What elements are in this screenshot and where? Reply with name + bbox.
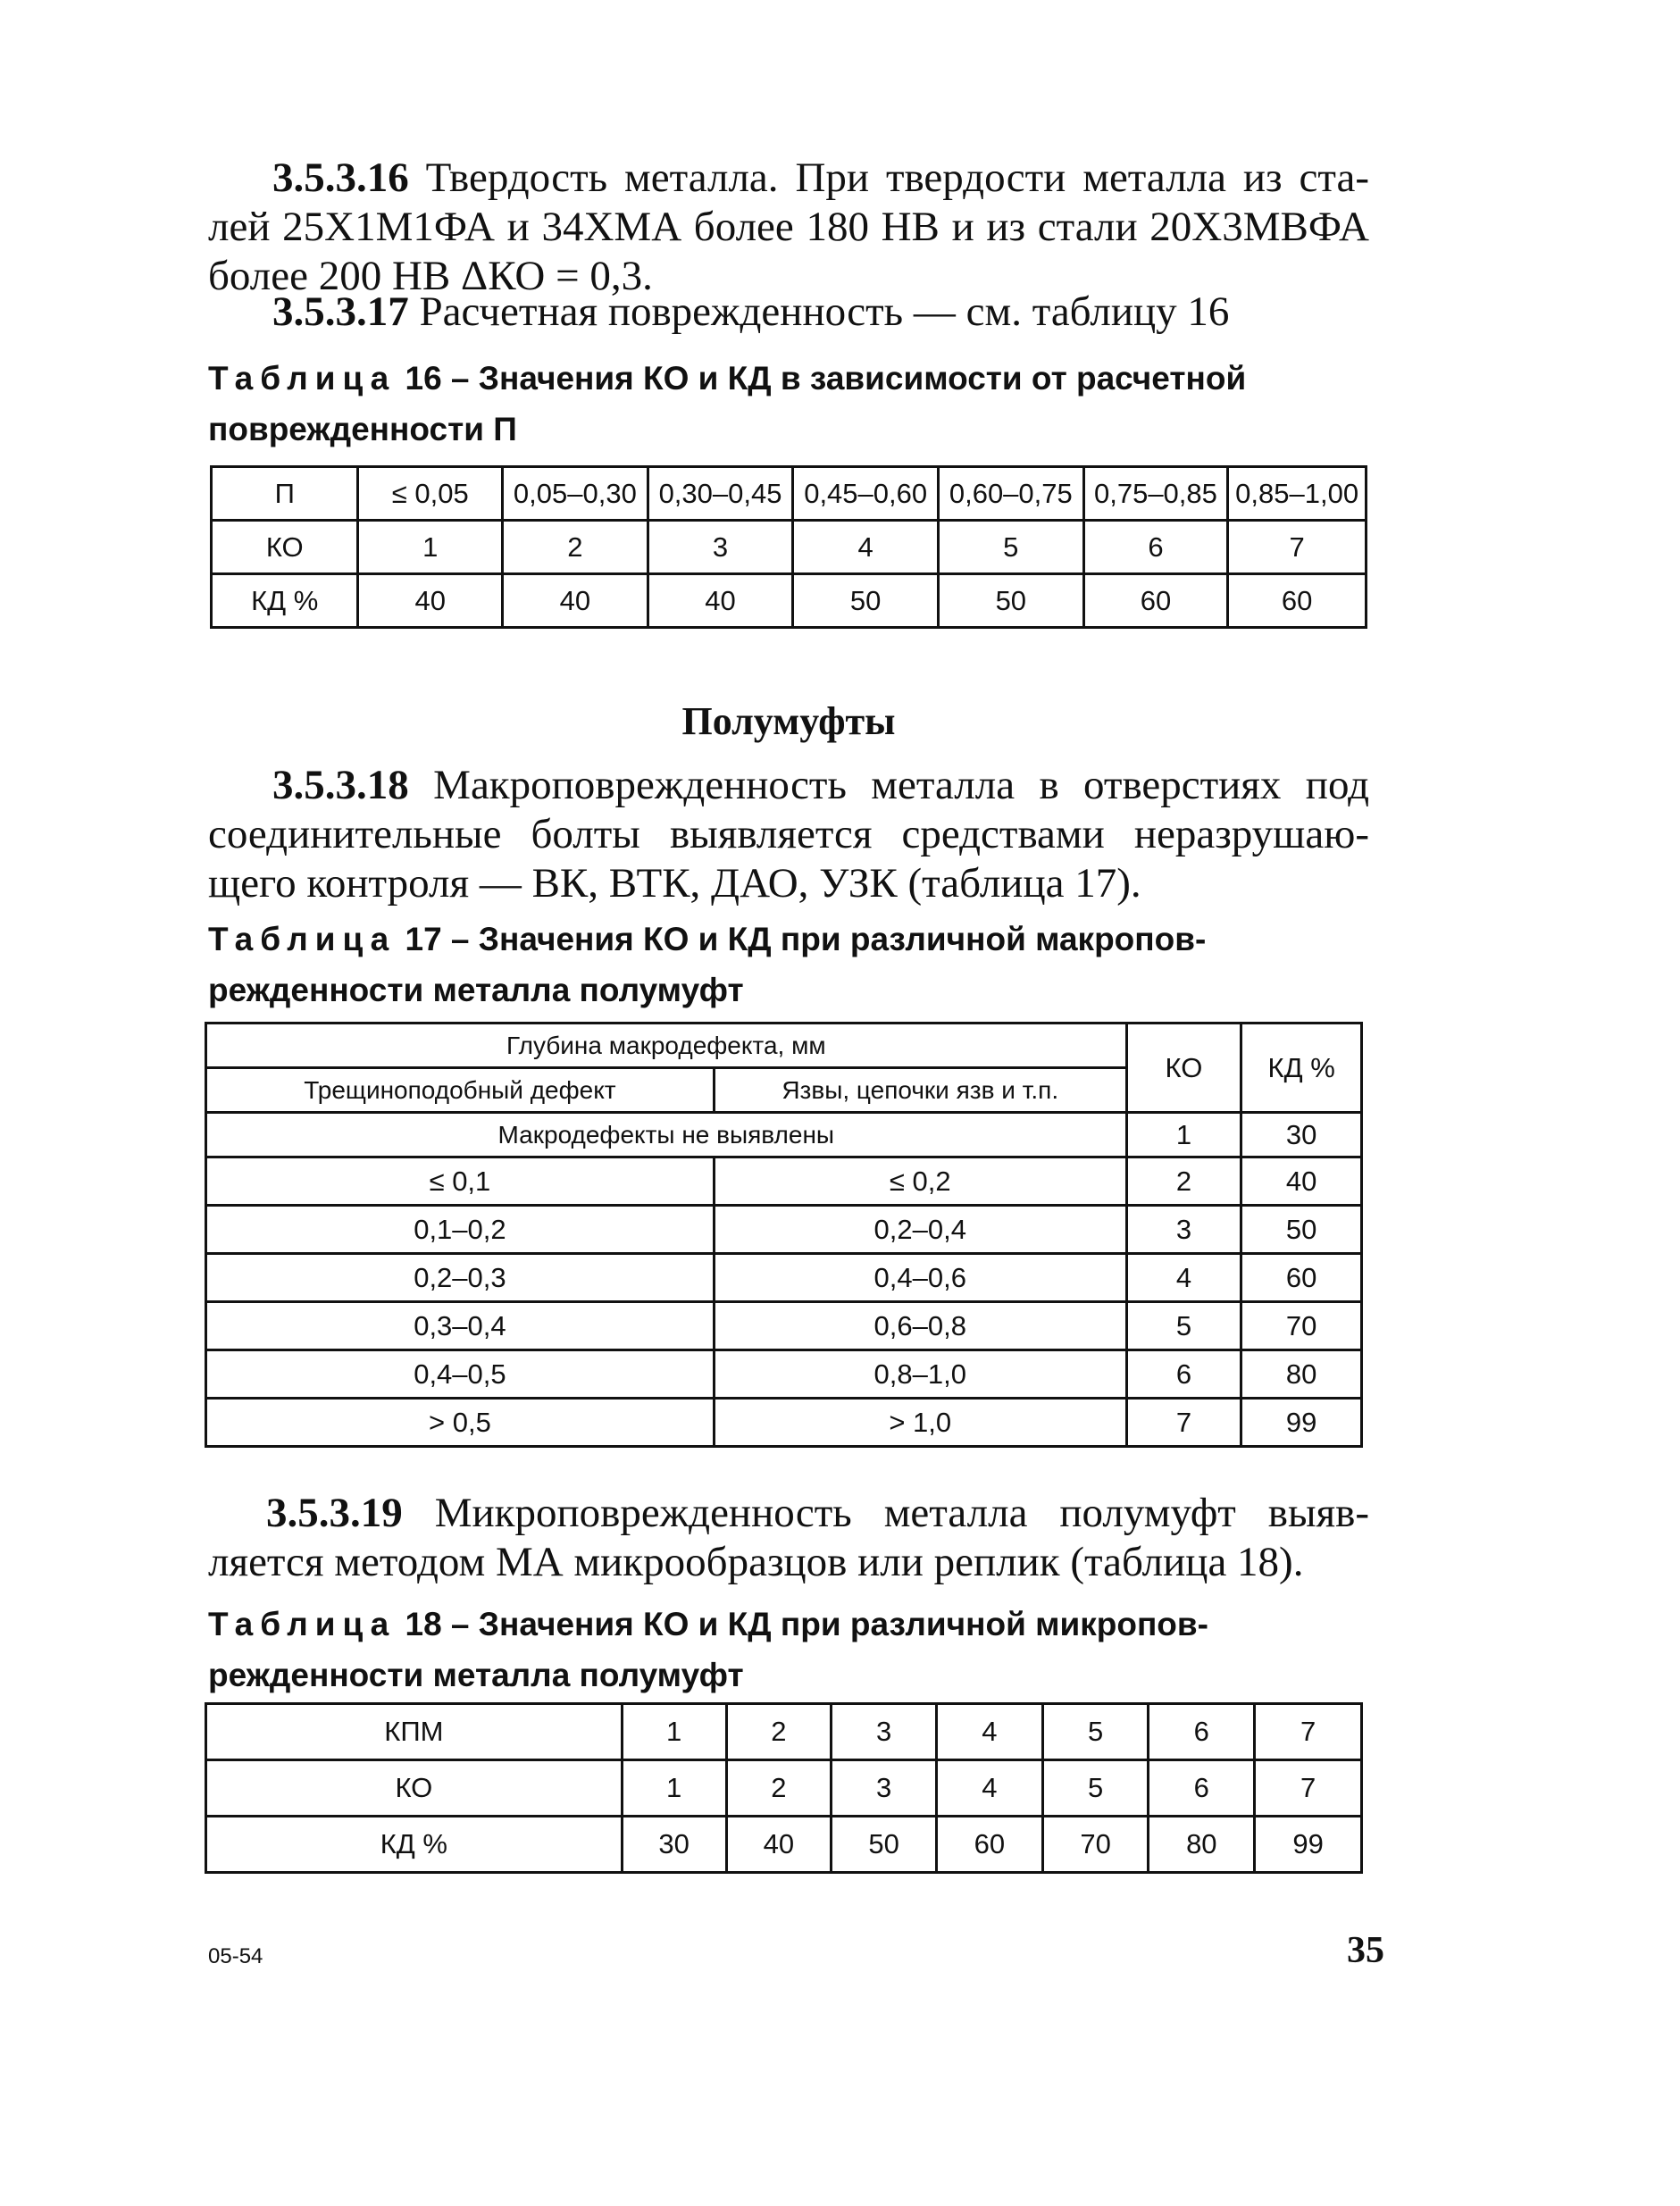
- table-cell: 60: [936, 1817, 1042, 1873]
- table-cell: 0,1–0,2: [206, 1206, 715, 1254]
- table-cell: 50: [938, 574, 1083, 628]
- table-cell: 40: [503, 574, 648, 628]
- table-cell: 0,3–0,4: [206, 1302, 715, 1350]
- paragraph-number: 3.5.3.19: [266, 1490, 403, 1536]
- table-cell: 40: [1241, 1157, 1362, 1206]
- paragraph-number: 3.5.3.17: [272, 288, 409, 335]
- table-cell: 0,05–0,30: [503, 467, 648, 521]
- table-cell: 6: [1149, 1704, 1255, 1760]
- table-cell: 60: [1241, 1254, 1362, 1302]
- table-16: [210, 465, 1367, 629]
- paragraph-3-5-3-19: [208, 1489, 1369, 1587]
- table-cell: 70: [1042, 1817, 1149, 1873]
- table-cell: ≤ 0,05: [358, 467, 503, 521]
- table-cell: 40: [648, 574, 793, 628]
- table-cell: 5: [1042, 1704, 1149, 1760]
- footer-code: 05-54: [208, 1944, 263, 1968]
- paragraph-text: Расчетная поврежденность — см. таблицу 16: [419, 288, 1230, 335]
- paragraph-3-5-3-17: [208, 288, 1369, 337]
- table-label: Таблица: [208, 921, 397, 957]
- table-row: [206, 1817, 1362, 1873]
- table-cell: 0,8–1,0: [714, 1350, 1126, 1399]
- paragraph-text: Твердость металла. При твердости металла из ста-лей 25Х1М1ФА и 34ХМА более 180 НВ и из стали 20Х3МВФА более 200 НВ ΔКО = 0,3.: [208, 155, 1369, 299]
- table-cell: 0,85–1,00: [1228, 467, 1367, 521]
- paragraph-text: Микроповрежденность металла полумуфт выяв-ляется методом МА микрообразцов или реплик (таблица 18).: [208, 1490, 1370, 1585]
- table-cell: 80: [1149, 1817, 1255, 1873]
- table-cell: КО: [212, 521, 358, 574]
- table-cell: 1: [1126, 1113, 1241, 1157]
- table-cell: 4: [936, 1704, 1042, 1760]
- table-cell: 0,45–0,60: [793, 467, 939, 521]
- paragraph-number: 3.5.3.18: [272, 762, 409, 808]
- table-cell: 0,2–0,3: [206, 1254, 715, 1302]
- table-cell: > 0,5: [206, 1399, 715, 1447]
- table-cell: 3: [832, 1704, 937, 1760]
- table-cell: КД %: [212, 574, 358, 628]
- header-ko: КО: [1126, 1024, 1241, 1113]
- header-kd: КД %: [1241, 1024, 1362, 1113]
- table-row: [206, 1302, 1362, 1350]
- table-cell: КД %: [206, 1817, 623, 1873]
- table-cell: 5: [938, 521, 1083, 574]
- table-cell: 60: [1228, 574, 1367, 628]
- table-row: [206, 1350, 1362, 1399]
- table-row: [206, 1206, 1362, 1254]
- table-row: [206, 1704, 1362, 1760]
- table-cell: 30: [622, 1817, 726, 1873]
- table-cell: 2: [503, 521, 648, 574]
- table-row: [212, 521, 1367, 574]
- table-caption-text: 16 – Значения КО и КД в зависимости от расчетной поврежденности П: [208, 360, 1247, 447]
- table-cell: 3: [648, 521, 793, 574]
- table-cell: 80: [1241, 1350, 1362, 1399]
- table-cell: 0,75–0,85: [1083, 467, 1228, 521]
- table-cell: 60: [1083, 574, 1228, 628]
- table-cell: 0,4–0,6: [714, 1254, 1126, 1302]
- table-cell: 2: [1126, 1157, 1241, 1206]
- table-cell: 50: [832, 1817, 937, 1873]
- table-row: [206, 1113, 1362, 1157]
- table-cell: 0,6–0,8: [714, 1302, 1126, 1350]
- table-row: [212, 467, 1367, 521]
- table-row: [206, 1157, 1362, 1206]
- header-crack-defect: Трещиноподобный дефект: [206, 1068, 715, 1113]
- table-cell: 50: [1241, 1206, 1362, 1254]
- table-cell: 7: [1228, 521, 1367, 574]
- table-cell: 3: [1126, 1206, 1241, 1254]
- table-cell: 70: [1241, 1302, 1362, 1350]
- section-heading: Полумуфты: [681, 699, 896, 743]
- table-caption-text: 17 – Значения КО и КД при различной макропов-режденности металла полумуфт: [208, 921, 1207, 1008]
- table-row: [206, 1760, 1362, 1817]
- table-cell: 6: [1083, 521, 1228, 574]
- page-number: 35: [1347, 1930, 1384, 1971]
- table-18: [205, 1702, 1363, 1874]
- table-17: [205, 1022, 1363, 1448]
- table-cell: 1: [622, 1760, 726, 1817]
- table-cell: 0,4–0,5: [206, 1350, 715, 1399]
- table-cell: 0,60–0,75: [938, 467, 1083, 521]
- table-cell: КО: [206, 1760, 623, 1817]
- header-depth-group: Глубина макродефекта, мм: [206, 1024, 1127, 1068]
- table-cell: 7: [1255, 1760, 1362, 1817]
- table-cell: ≤ 0,2: [714, 1157, 1126, 1206]
- header-pits: Язвы, цепочки язв и т.п.: [714, 1068, 1126, 1113]
- table-row: [212, 574, 1367, 628]
- table-cell: 40: [358, 574, 503, 628]
- table-18-caption: [208, 1599, 1378, 1700]
- table-cell: 1: [358, 521, 503, 574]
- table-16-caption: [208, 353, 1378, 455]
- table-cell: 7: [1126, 1399, 1241, 1447]
- table-cell: 4: [1126, 1254, 1241, 1302]
- table-cell: ≤ 0,1: [206, 1157, 715, 1206]
- table-cell: 2: [726, 1760, 832, 1817]
- table-cell: 30: [1241, 1113, 1362, 1157]
- table-row: [206, 1254, 1362, 1302]
- paragraph-3-5-3-18: [208, 761, 1369, 908]
- table-cell: Макродефекты не выявлены: [206, 1113, 1127, 1157]
- table-cell: 4: [793, 521, 939, 574]
- table-caption-text: 18 – Значения КО и КД при различной микропов-режденности металла полумуфт: [208, 1606, 1208, 1693]
- table-cell: 0,30–0,45: [648, 467, 793, 521]
- table-cell: 1: [622, 1704, 726, 1760]
- paragraph-3-5-3-16: [208, 154, 1369, 301]
- table-row: [206, 1399, 1362, 1447]
- table-cell: 5: [1126, 1302, 1241, 1350]
- table-cell: 6: [1149, 1760, 1255, 1817]
- table-cell: 3: [832, 1760, 937, 1817]
- table-cell: 50: [793, 574, 939, 628]
- table-cell: 5: [1042, 1760, 1149, 1817]
- table-cell: П: [212, 467, 358, 521]
- table-cell: > 1,0: [714, 1399, 1126, 1447]
- table-cell: 40: [726, 1817, 832, 1873]
- table-cell: 2: [726, 1704, 832, 1760]
- table-cell: 0,2–0,4: [714, 1206, 1126, 1254]
- table-label: Таблица: [208, 360, 397, 397]
- paragraph-text: Макроповрежденность металла в отверстиях под соединительные болты выявляется средствами неразрушаю-щего контроля — ВК, ВТК, ДАО, УЗК (таблица 17).: [208, 762, 1370, 907]
- table-header-row: [206, 1024, 1362, 1068]
- table-cell: 4: [936, 1760, 1042, 1817]
- paragraph-number: 3.5.3.16: [272, 155, 409, 201]
- table-17-caption: [208, 914, 1378, 1015]
- table-cell: 99: [1241, 1399, 1362, 1447]
- table-cell: 99: [1255, 1817, 1362, 1873]
- table-label: Таблица: [208, 1606, 397, 1642]
- table-cell: 6: [1126, 1350, 1241, 1399]
- table-cell: КПМ: [206, 1704, 623, 1760]
- table-cell: 7: [1255, 1704, 1362, 1760]
